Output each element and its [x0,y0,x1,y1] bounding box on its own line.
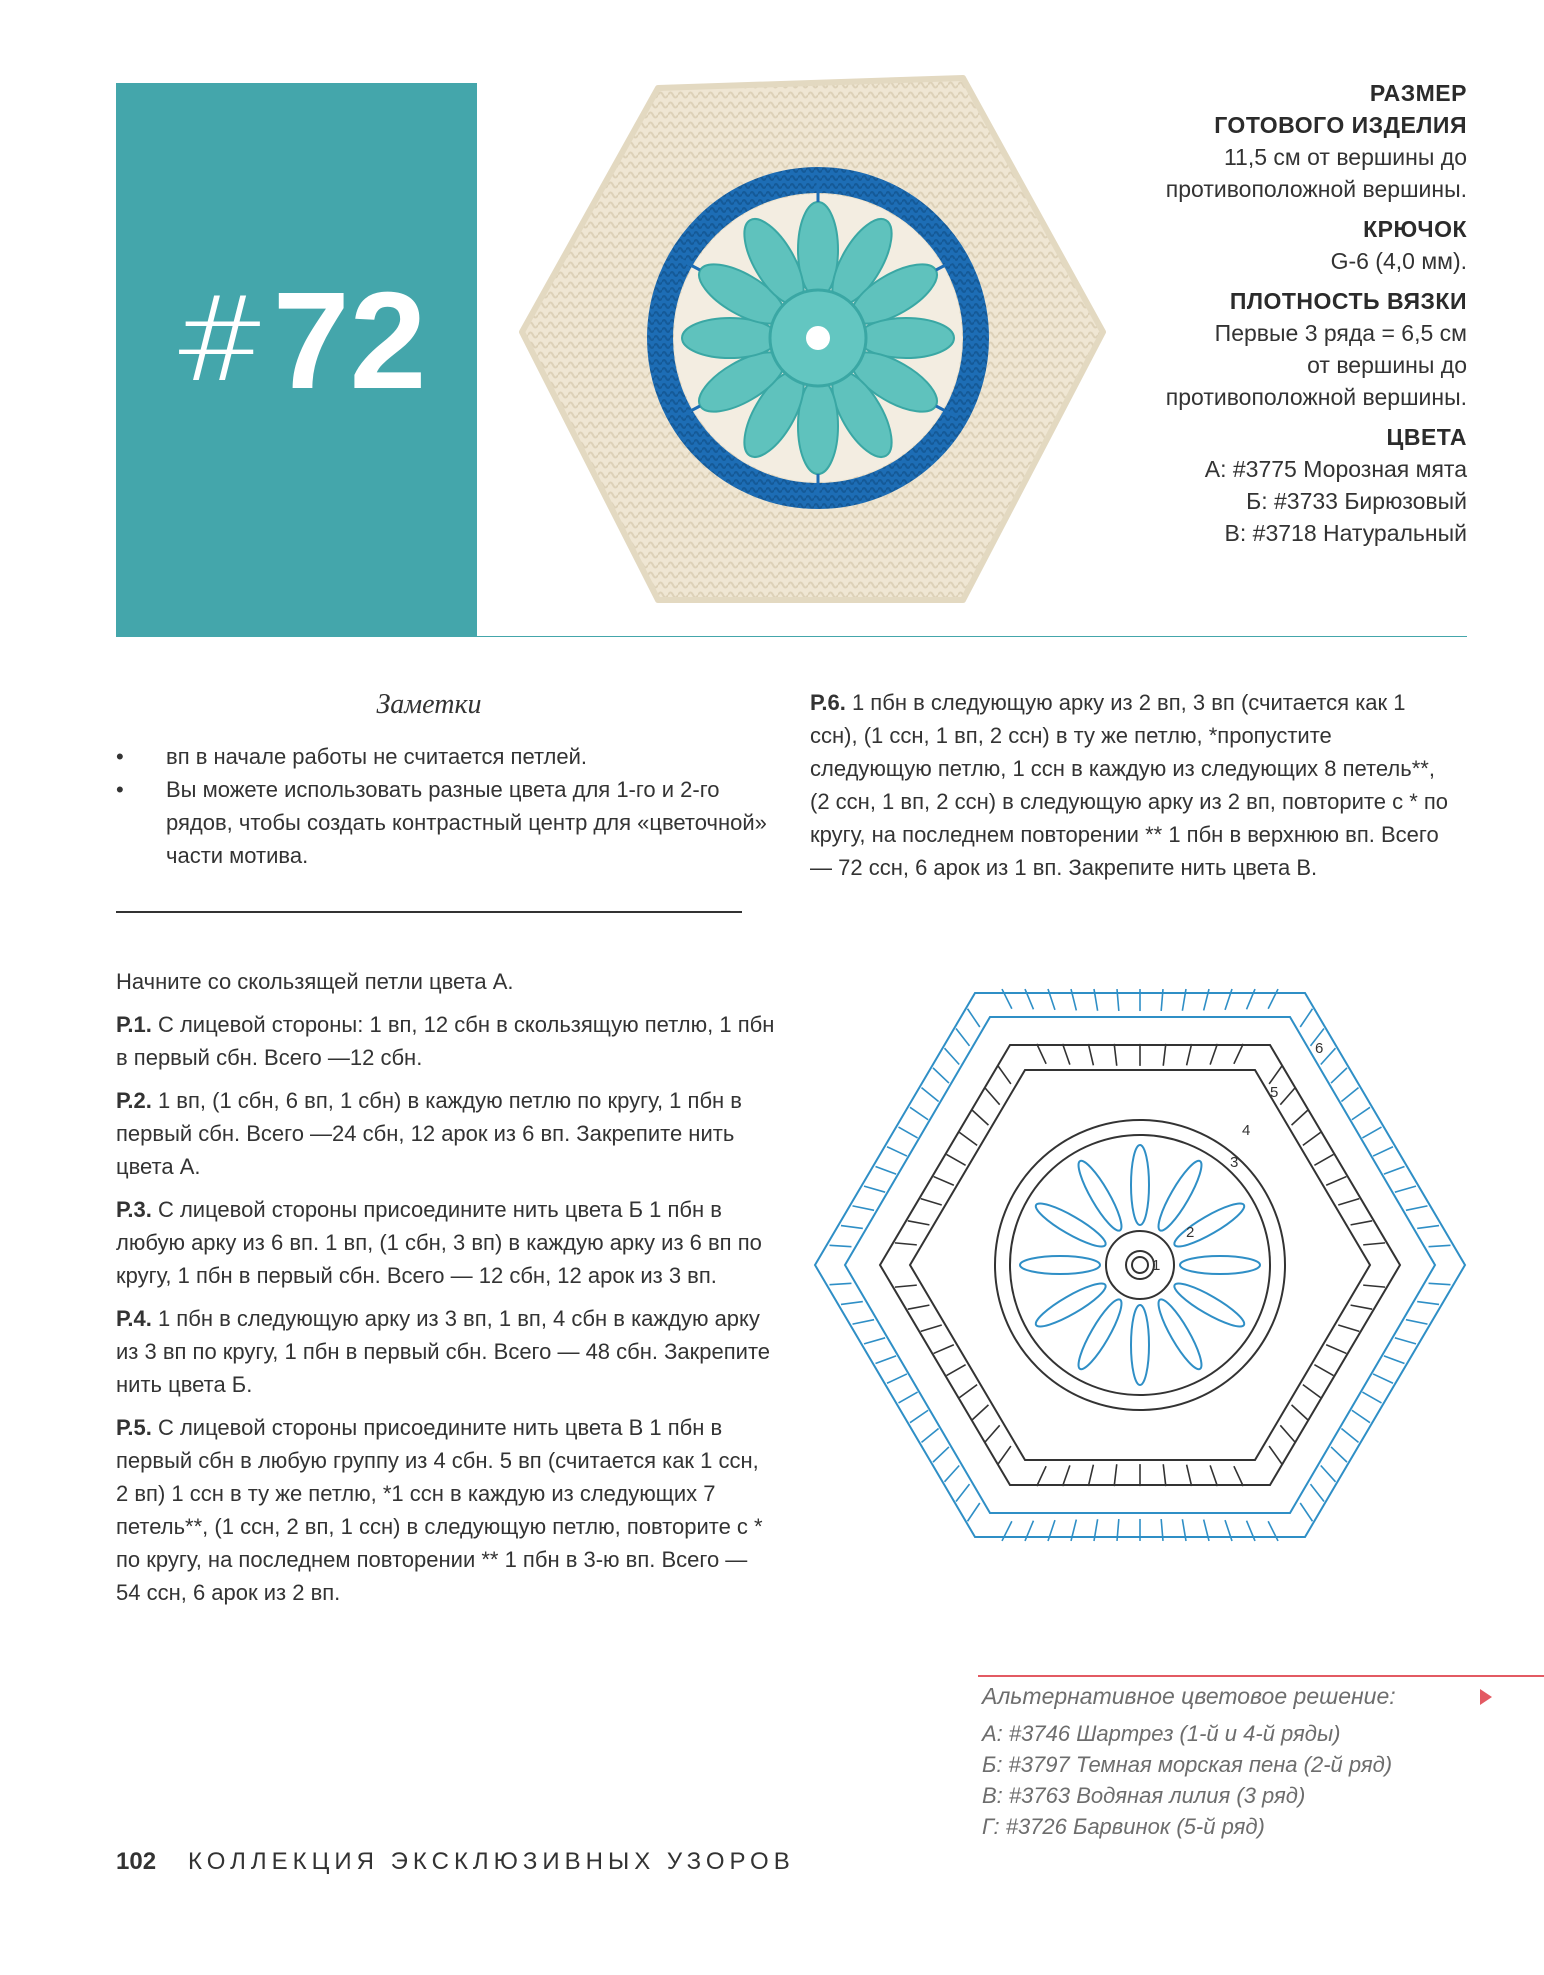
diagram-outer-stitch [1300,1009,1312,1027]
size-line-2: противоположной вершины. [1165,176,1467,202]
alt-line: Б: #3797 Темная морская пена (2-й ряд) [982,1752,1393,1777]
row-text: С лицевой стороны: 1 вп, 12 сбн в скользящую петлю, 1 пбн в первый сбн. Всего —12 сбн. [116,1012,775,1070]
diagram-petal [1032,1197,1110,1253]
color-b: Б: #3733 Бирюзовый [1246,488,1467,514]
diagram-inner-stitch [1037,1044,1046,1064]
diagram-inner-stitch [1163,1044,1166,1066]
alt-marker-icon [1480,1689,1492,1705]
diagram-petal [1152,1295,1208,1373]
diagram-outer-stitch [1384,1356,1405,1364]
diagram-outer-stitch [1321,1465,1336,1481]
gauge-heading: ПЛОТНОСТЬ ВЯЗКИ [1229,288,1467,314]
diagram-petal [1032,1277,1110,1333]
diagram-outer-stitch [1429,1283,1451,1284]
motif-photo [518,70,1118,620]
notes-title: Заметки [376,689,482,720]
diagram-outer-stitch [887,1374,907,1383]
row-label: Р.4. [116,1306,152,1331]
diagram-petals [1020,1145,1260,1385]
diagram-petal [1131,1145,1149,1225]
diagram-outer-stitch [1341,1088,1358,1102]
diagram-inner-stitch [1210,1465,1217,1486]
diagram-inner-stitch [985,1425,999,1442]
row-label: Р.2. [116,1088,152,1113]
diagram-outer-stitch [1406,1206,1428,1210]
diagram-inner-stitch [895,1243,917,1245]
row-label: Р.6. [810,690,846,715]
diagram-petal [1072,1295,1128,1373]
diagram-inner-stitch [895,1285,917,1287]
note-item: • Вы можете использовать разные цвета для 1-го и 2-го рядов, чтобы создать контрастный центр для «цветочной» части мотива. [116,773,776,872]
instructions-left [116,965,776,1619]
diagram-petal [1131,1305,1149,1385]
diagram-inner-stitch [1326,1177,1346,1186]
pattern-number-value: 72 [272,264,427,418]
alt-colorway [982,1681,1462,1842]
diagram-outer-stitch [899,1127,918,1138]
diagram-inner-stitch [1303,1132,1321,1145]
diagram-inner-stitch [959,1132,977,1145]
diagram-petal [1152,1157,1208,1235]
diagram-outer-stitch [1300,1503,1312,1521]
diagram-outer-stitch [853,1206,875,1210]
diagram-outer-stitch [933,1447,949,1462]
row-label: Р.5. [116,1415,152,1440]
diagram-outer-stitch [933,1068,949,1083]
diagram-inner-stitch [1280,1088,1294,1105]
diagram-rings [995,1120,1285,1410]
diagram-inner-stitch [1326,1345,1346,1354]
diagram-outer-stitch [1331,1068,1347,1083]
row-label: Р.1. [116,1012,152,1037]
row-2 [116,1084,776,1183]
row-text: С лицевой стороны присоедините нить цвета В 1 пбн в первый сбн в любую группу из 4 сбн. 5 вп (считается как 1 ссн, 2 вп) 1 ссн в ту же петлю, *1 ссн в каждую из следующих 7 петель**, (1 ссн, 2 вп, 1 ссн) в следующую петлю, повторите с * по кругу, на последнем повторении ** 1 пбн в 3-ю вп. Всего — 54 ссн, 6 арок из 2 вп. [116,1415,763,1605]
row-label-3: 3 [1230,1154,1239,1171]
diagram-outer-stitch [841,1302,863,1305]
diagram-inner-stitch [1187,1044,1192,1065]
diagram-petal [1072,1157,1128,1235]
diagram-inner-stitch [908,1221,930,1225]
diagram-inner-stitch [998,1066,1011,1084]
diagram-outer-stitch [1362,1392,1381,1403]
diagram-outer-stitch [922,1429,939,1443]
diagram-inner-stitch [1363,1285,1385,1287]
diagram-outer-stitch [1268,1521,1278,1541]
notes-divider [116,911,742,913]
size-heading-2: ГОТОВОГО ИЗДЕЛИЯ [1214,112,1467,138]
diagram-inner-stitch [1037,1466,1046,1486]
row-1 [116,1008,776,1074]
gauge-line-2: от вершины до [1307,352,1467,378]
header-divider [477,636,1467,637]
diagram-inner-stitch [1351,1221,1373,1225]
diagram-inner-stitches [895,1044,1385,1486]
diagram-outer-ring [815,993,1465,1537]
diagram-inner-stitch [998,1446,1011,1464]
pattern-number [170,264,427,418]
diagram-inner-stitch [1292,1405,1308,1420]
row-text: 1 вп, (1 сбн, 6 вп, 1 сбн) в каждую петлю по кругу, 1 пбн в первый сбн. Всего —24 сбн, 12 арок из 6 вп. Закрепите нить цвета А. [116,1088,742,1179]
pattern-hash: # [170,270,269,408]
diagram-outer-stitch [1395,1338,1416,1344]
intro-text: Начните со скользящей петли цвета А. [116,969,514,994]
diagram-outer-stitch [1417,1302,1439,1305]
diagram-inner-stitch [1114,1044,1117,1066]
row-label-2: 2 [1186,1224,1195,1241]
row-label-4: 4 [1242,1122,1251,1139]
alt-divider [978,1675,1544,1677]
diagram-outer-stitch [956,1028,970,1045]
diagram-outer-stitch [887,1147,907,1156]
diagram-inner-stitch [1303,1385,1321,1398]
page-footer [116,1848,795,1876]
diagram-inner-stitch [985,1088,999,1105]
hook-value: G-6 (4,0 мм). [1330,248,1467,274]
alt-title: Альтернативное цветовое решение: [982,1683,1396,1709]
diagram-petal [1170,1277,1248,1333]
diagram-petal [1170,1197,1248,1253]
diagram-outer-stitch [876,1166,897,1174]
diagram-inner-stitch [1314,1154,1333,1165]
hook-heading: КРЮЧОК [1363,216,1467,242]
diagram-outer-stitch [864,1338,885,1344]
diagram-outer-stitch [1352,1107,1370,1119]
alt-line: Г: #3726 Барвинок (5-й ряд) [982,1814,1265,1839]
diagram-outer-stitch [1002,1521,1012,1541]
diagram-outer-stitch [1310,1484,1324,1501]
book-title: КОЛЛЕКЦИЯ ЭКСКЛЮЗИВНЫХ УЗОРОВ [188,1848,795,1875]
diagram-inner-stitch [934,1345,954,1354]
diagram-outer-stitch [945,1465,960,1481]
diagram-outer-stitch [876,1356,897,1364]
diagram-inner-stitch [1338,1199,1359,1205]
diagram-outer-stitch [945,1048,960,1064]
diagram-inner-stitch [1363,1243,1385,1245]
diagram-inner-stitch [1292,1110,1308,1125]
diagram-inner-stitch [947,1365,966,1376]
diagram-inner-stitch [1063,1465,1070,1486]
diagram-outer-stitch [841,1226,863,1229]
gauge-line-3: противоположной вершины. [1165,384,1467,410]
instructions-right [810,686,1450,894]
diagram-inner-stitch [947,1154,966,1165]
diagram-inner-stitch [1088,1465,1093,1486]
diagram-outer-stitch [1268,989,1278,1009]
row-text: 1 пбн в следующую арку из 2 вп, 3 вп (считается как 1 ссн), (1 ссн, 1 вп, 2 ссн) в ту же петлю, *пропустите следующую петлю, 1 ссн в каждую из следующих 8 петель**, (2 ссн, 1 вп, 2 ссн) в следующую арку из 2 вп, повторите с * по кругу, на последнем повторении ** 1 пбн в верхнюю вп. Всего — 72 ссн, 6 арок из 1 вп. Закрепите нить цвета В. [810,690,1449,880]
alt-line: В: #3763 Водяная лилия (3 ряд) [982,1783,1306,1808]
row-6 [810,686,1450,884]
color-c: В: #3718 Натуральный [1224,520,1467,546]
crochet-diagram [810,975,1470,1555]
diagram-outer-stitch [1331,1447,1347,1462]
row-4 [116,1302,776,1401]
diagram-outer-stitch [1373,1147,1393,1156]
size-line-1: 11,5 см от вершины до [1223,144,1467,170]
diagram-outer-stitch [1373,1374,1393,1383]
diagram-outer-stitch [830,1245,852,1246]
diagram-outer-stitches [830,989,1451,1541]
diagram-outer-stitch [1406,1320,1428,1324]
diagram-inner-stitch [1234,1466,1243,1486]
diagram-inner-stitch [972,1110,988,1125]
diagram-inner-stitch [1314,1365,1333,1376]
diagram-outer-stitch [899,1392,918,1403]
size-heading-1: РАЗМЕР [1369,80,1467,106]
diagram-outer-stitch [830,1283,852,1284]
alt-line: А: #3746 Шартрез (1-й и 4-й ряды) [982,1721,1341,1746]
diagram-outer-stitch [1384,1166,1405,1174]
diagram-petal [1020,1256,1100,1274]
diagram-outer-stitch [1341,1429,1358,1443]
diagram-inner-stitch [1088,1044,1093,1065]
diagram-petal [1180,1256,1260,1274]
row-label-6: 6 [1315,1040,1324,1057]
diagram-outer-stitch [922,1088,939,1102]
diagram-outer-stitch [1395,1186,1416,1192]
diagram-outer-stitch [1417,1226,1439,1229]
row-label: Р.3. [116,1197,152,1222]
notes-list [116,740,776,872]
diagram-outer-stitch [1362,1127,1381,1138]
diagram-inner-stitch [908,1305,930,1309]
diagram-outer-stitch [968,1503,980,1521]
diagram-inner-stitch [959,1385,977,1398]
diagram-inner-stitch [1114,1464,1117,1486]
diagram-inner-stitch [1338,1325,1359,1331]
gauge-line-1: Первые 3 ряда = 6,5 см [1214,320,1467,346]
diagram-outer-stitch [910,1410,928,1422]
diagram-inner-stitch [921,1199,942,1205]
diagram-inner-stitch [1269,1446,1282,1464]
row-5 [116,1411,776,1609]
diagram-inner-stitch [921,1325,942,1331]
diagram-inner-stitch [1163,1464,1166,1486]
colors-heading: ЦВЕТА [1386,424,1467,450]
diagram-inner-stitch [1234,1044,1243,1064]
row-label-1: 1 [1152,1257,1161,1274]
row-text: 1 пбн в следующую арку из 3 вп, 1 вп, 4 сбн в каждую арку из 3 вп по кругу, 1 пбн в первый сбн. Всего — 48 сбн. Закрепите нить цвета Б. [116,1306,771,1397]
diagram-outer-stitch [910,1107,928,1119]
diagram-outer-stitch [956,1484,970,1501]
diagram-inner-stitch [1063,1044,1070,1065]
diagram-inner-stitch [1351,1305,1373,1309]
row-3 [116,1193,776,1292]
diagram-inner-hex [880,1045,1400,1485]
diagram-outer-stitch [1352,1410,1370,1422]
specs-panel [1047,77,1467,549]
diagram-inner-stitch [1280,1425,1294,1442]
diagram-inner-stitch [972,1405,988,1420]
row-text: С лицевой стороны присоедините нить цвета Б 1 пбн в любую арку из 6 вп. 1 вп, (1 сбн, 3 вп) в каждую арку из 6 вп по кругу, 1 пбн в первый сбн. Всего — 12 сбн, 12 арок из 3 вп. [116,1197,762,1288]
diagram-inner-stitch [934,1177,954,1186]
diagram-outer-stitch [1429,1245,1451,1246]
color-a: А: #3775 Морозная мята [1204,456,1467,482]
row-label-5: 5 [1270,1084,1279,1101]
diagram-outer-stitch [1002,989,1012,1009]
diagram-inner-stitch [1269,1066,1282,1084]
diagram-outer-stitch [968,1009,980,1027]
diagram-inner-stitch [1187,1465,1192,1486]
note-item: • вп в начале работы не считается петлей. [116,740,776,773]
page-number: 102 [116,1848,157,1875]
diagram-outer-stitch [853,1320,875,1324]
diagram-outer-stitch [864,1186,885,1192]
diagram-inner-stitch [1210,1044,1217,1065]
